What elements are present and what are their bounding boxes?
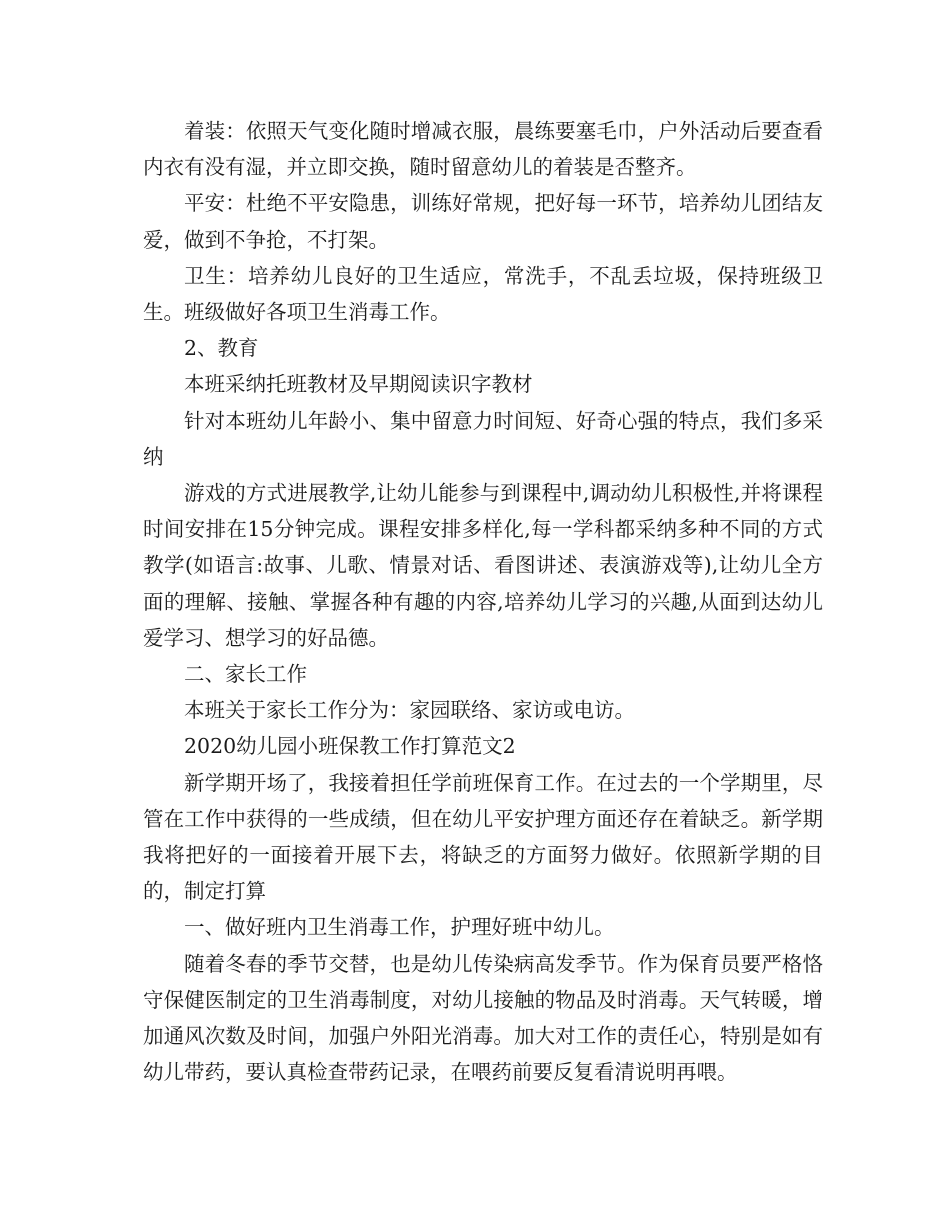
paragraph-season-change: 随着冬春的季节交替，也是幼儿传染病高发季节。作为保育员要严格恪守保健医制定的卫生消毒制度，对幼儿接触的物品及时消毒。天气转暖，增加通风次数及时间，加强户外阳光消毒。加大对工作的责任心，特别是如有幼儿带药，要认真检查带药记录，在喂药前要反复看清说明再喂。 [143, 951, 823, 1085]
heading-education: 2、教育 [184, 336, 259, 361]
document-body [143, 113, 823, 1090]
heading-sample-2: 2020幼儿园小班保教工作打算范文2 [184, 734, 516, 759]
paragraph-children-traits: 针对本班幼儿年龄小、集中留意力时间短、好奇心强的特点，我们多采纳 [143, 408, 823, 469]
paragraph-safety: 平安：杜绝不平安隐患，训练好常规，把好每一环节，培养幼儿团结友爱，做到不争抢，不打架。 [143, 191, 823, 252]
paragraph-dress: 着装：依照天气变化随时增减衣服，晨练要塞毛巾，户外活动后要查看内衣有没有湿，并立即交换，随时留意幼儿的着装是否整齐。 [143, 119, 823, 180]
heading-disinfection: 一、做好班内卫生消毒工作，护理好班中幼儿。 [184, 915, 615, 940]
paragraph-teaching-method: 游戏的方式进展教学,让幼儿能参与到课程中,调动幼儿积极性,并将课程时间安排在15分钟完成。课程安排多样化,每一学科都采纳多种不同的方式教学(如语言:故事、儿歌、情景对话、看图讲述、表演游戏等),让幼儿全方面的理解、接触、掌握各种有趣的内容,培养幼儿学习的兴趣,从面到达幼儿爱学习、想学习的好品德。 [143, 481, 823, 650]
paragraph-hygiene: 卫生：培养幼儿良好的卫生适应，常洗手，不乱丢垃圾，保持班级卫生。班级做好各项卫生消毒工作。 [143, 263, 823, 325]
paragraph-new-semester: 新学期开场了，我接着担任学前班保育工作。在过去的一个学期里，尽管在工作中获得的一些成绩，但在幼儿平安护理方面还存在着缺乏。新学期我将把好的一面接着开展下去，将缺乏的方面努力做好。依照新学期的目的，制定打算 [143, 770, 823, 904]
heading-parent-work: 二、家长工作 [184, 662, 307, 687]
paragraph-parent-work: 本班关于家长工作分为：家园联络、家访或电访。 [184, 698, 635, 723]
paragraph-textbooks: 本班采纳托班教材及早期阅读识字教材 [184, 372, 533, 397]
